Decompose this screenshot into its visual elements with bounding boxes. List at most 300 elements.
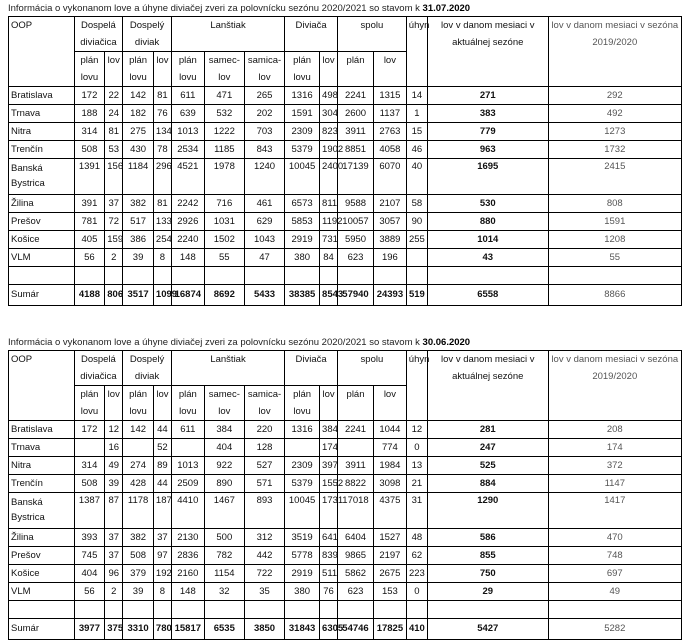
cell-value bbox=[171, 267, 204, 285]
cell-value: 532 bbox=[204, 105, 244, 123]
cell-value: 1208 bbox=[548, 231, 681, 249]
cell-value bbox=[153, 267, 171, 285]
cell-oop: Sumár bbox=[9, 285, 75, 306]
cell-value: 58 bbox=[406, 195, 427, 213]
table-row bbox=[9, 159, 682, 195]
cell-value: 133 bbox=[153, 213, 171, 231]
report-caption bbox=[8, 336, 682, 350]
cell-value: 57940 bbox=[338, 285, 374, 306]
cell-value: 24393 bbox=[374, 285, 407, 306]
cell-value: 84 bbox=[320, 249, 338, 267]
cell-value: 159 bbox=[105, 231, 123, 249]
cell-value: 2919 bbox=[285, 565, 320, 583]
cell-value: 2836 bbox=[171, 547, 204, 565]
cell-value: 5778 bbox=[285, 547, 320, 565]
cell-value: 1031 bbox=[204, 213, 244, 231]
cell-value bbox=[285, 439, 320, 457]
cell-oop: Nitra bbox=[9, 123, 75, 141]
cell-oop: Trenčín bbox=[9, 475, 75, 493]
cell-value: 29 bbox=[427, 583, 548, 601]
cell-value: 39 bbox=[123, 583, 154, 601]
cell-value bbox=[406, 267, 427, 285]
cell-value: 265 bbox=[244, 87, 284, 105]
cell-value: 703 bbox=[244, 123, 284, 141]
cell-value: 37 bbox=[105, 547, 123, 565]
cell-value: 9865 bbox=[338, 547, 374, 565]
cell-value: 442 bbox=[244, 547, 284, 565]
cell-value: 97 bbox=[153, 547, 171, 565]
cell-value: 314 bbox=[74, 123, 105, 141]
subheader-lov: lov bbox=[105, 386, 123, 421]
cell-value: 40 bbox=[406, 159, 427, 195]
cell-value: 55 bbox=[548, 249, 681, 267]
table-row bbox=[9, 583, 682, 601]
cell-value bbox=[105, 267, 123, 285]
cell-value bbox=[74, 601, 105, 619]
cell-value: 781 bbox=[74, 213, 105, 231]
table-row bbox=[9, 123, 682, 141]
cell-value: 922 bbox=[204, 457, 244, 475]
cell-value: 81 bbox=[153, 195, 171, 213]
cell-value: 202 bbox=[244, 105, 284, 123]
cell-value: 380 bbox=[285, 249, 320, 267]
cell-value: 1417 bbox=[548, 493, 681, 529]
cell-value: 6404 bbox=[338, 529, 374, 547]
cell-value: 304 bbox=[320, 105, 338, 123]
cell-value: 2415 bbox=[548, 159, 681, 195]
cell-oop: Žilina bbox=[9, 529, 75, 547]
cell-oop: Banská Bystrica bbox=[9, 159, 75, 195]
cell-value: 255 bbox=[406, 231, 427, 249]
cell-value: 405 bbox=[74, 231, 105, 249]
cell-value: 14 bbox=[406, 87, 427, 105]
cell-value: 731 bbox=[320, 231, 338, 249]
cell-value: 16874 bbox=[171, 285, 204, 306]
cell-value: 1695 bbox=[427, 159, 548, 195]
cell-value bbox=[548, 267, 681, 285]
cell-value: 3911 bbox=[338, 457, 374, 475]
cell-value: 8 bbox=[153, 583, 171, 601]
subheader-samica-lov: samica-lov bbox=[244, 52, 284, 87]
header-dospela-diviacica: Dospelá diviačica bbox=[74, 17, 123, 52]
cell-value: 35 bbox=[244, 583, 284, 601]
cell-value: 1591 bbox=[285, 105, 320, 123]
cell-value: 492 bbox=[548, 105, 681, 123]
cell-value: 188 bbox=[74, 105, 105, 123]
cell-value: 375 bbox=[105, 619, 123, 640]
cell-oop bbox=[9, 267, 75, 285]
cell-value: 880 bbox=[427, 213, 548, 231]
cell-value: 148 bbox=[171, 583, 204, 601]
report-block-previous bbox=[8, 336, 682, 640]
header-diviaca: Diviača bbox=[285, 351, 338, 386]
cell-value: 383 bbox=[427, 105, 548, 123]
subheader-plan-lovu: plán lovu bbox=[74, 52, 105, 87]
table-row bbox=[9, 529, 682, 547]
cell-value: 56 bbox=[74, 249, 105, 267]
table-row bbox=[9, 493, 682, 529]
cell-value: 1013 bbox=[171, 457, 204, 475]
cell-value: 247 bbox=[427, 439, 548, 457]
cell-value: 386 bbox=[123, 231, 154, 249]
cell-value: 39 bbox=[123, 249, 154, 267]
cell-value: 527 bbox=[244, 457, 284, 475]
cell-value: 142 bbox=[123, 87, 154, 105]
cell-value: 498 bbox=[320, 87, 338, 105]
cell-value: 2 bbox=[105, 249, 123, 267]
cell-value: 38385 bbox=[285, 285, 320, 306]
cell-value: 10045 bbox=[285, 159, 320, 195]
cell-value: 314 bbox=[74, 457, 105, 475]
cell-value: 391 bbox=[74, 195, 105, 213]
cell-value: 5862 bbox=[338, 565, 374, 583]
cell-value: 52 bbox=[153, 439, 171, 457]
cell-value: 292 bbox=[548, 87, 681, 105]
cell-value: 21 bbox=[406, 475, 427, 493]
cell-oop bbox=[9, 601, 75, 619]
cell-value: 1014 bbox=[427, 231, 548, 249]
cell-value: 823 bbox=[320, 123, 338, 141]
header-dospela-diviacica: Dospelá diviačica bbox=[74, 351, 123, 386]
cell-value: 174 bbox=[320, 439, 338, 457]
cell-value: 6305 bbox=[320, 619, 338, 640]
header-row-groups bbox=[9, 351, 682, 386]
cell-value: 397 bbox=[320, 457, 338, 475]
cell-value: 9588 bbox=[338, 195, 374, 213]
cell-value: 6558 bbox=[427, 285, 548, 306]
header-row-groups bbox=[9, 17, 682, 52]
cell-oop: Trnava bbox=[9, 439, 75, 457]
cell-value: 275 bbox=[123, 123, 154, 141]
cell-value: 76 bbox=[320, 583, 338, 601]
cell-oop: Prešov bbox=[9, 547, 75, 565]
cell-oop: Banská Bystrica bbox=[9, 493, 75, 529]
cell-value: 2534 bbox=[171, 141, 204, 159]
cell-value: 53 bbox=[105, 141, 123, 159]
hunting-report-table bbox=[8, 350, 682, 640]
cell-value: 31 bbox=[406, 493, 427, 529]
report-caption bbox=[8, 2, 682, 16]
cell-value: 4188 bbox=[74, 285, 105, 306]
subheader-plan-lovu: plán lovu bbox=[171, 386, 204, 421]
summary-row bbox=[9, 285, 682, 306]
cell-value: 808 bbox=[548, 195, 681, 213]
cell-value bbox=[338, 439, 374, 457]
cell-value: 843 bbox=[244, 141, 284, 159]
hunting-report-table bbox=[8, 16, 682, 306]
cell-value: 430 bbox=[123, 141, 154, 159]
cell-value bbox=[285, 267, 320, 285]
cell-value: 134 bbox=[153, 123, 171, 141]
cell-value: 8 bbox=[153, 249, 171, 267]
table-row bbox=[9, 87, 682, 105]
cell-value: 254 bbox=[153, 231, 171, 249]
subheader-plan-lovu: plán lovu bbox=[123, 52, 154, 87]
subheader-samec-lov: samec-lov bbox=[204, 52, 244, 87]
subheader-plan-lovu: plán lovu bbox=[285, 386, 320, 421]
cell-value bbox=[374, 601, 407, 619]
caption-text: Informácia o vykonanom love a úhyne diviačej zveri za polovnícku sezónu 2020/2021 so stavom k bbox=[8, 3, 423, 14]
cell-oop: VLM bbox=[9, 583, 75, 601]
cell-value: 49 bbox=[548, 583, 681, 601]
cell-value: 1192 bbox=[320, 213, 338, 231]
report-block-current bbox=[8, 2, 682, 306]
subheader-lov: lov bbox=[320, 52, 338, 87]
cell-oop: Žilina bbox=[9, 195, 75, 213]
cell-value: 37 bbox=[153, 529, 171, 547]
subheader-plan-lovu: plán lovu bbox=[123, 386, 154, 421]
cell-value: 508 bbox=[74, 475, 105, 493]
cell-value: 17018 bbox=[338, 493, 374, 529]
table-row bbox=[9, 195, 682, 213]
header-uhyn: úhyn bbox=[406, 351, 427, 421]
cell-value: 2763 bbox=[374, 123, 407, 141]
cell-value: 17825 bbox=[374, 619, 407, 640]
table-row bbox=[9, 421, 682, 439]
cell-value: 780 bbox=[153, 619, 171, 640]
cell-value: 2 bbox=[105, 583, 123, 601]
table-row bbox=[9, 231, 682, 249]
cell-value: 8851 bbox=[338, 141, 374, 159]
cell-oop: Prešov bbox=[9, 213, 75, 231]
header-oop: OOP bbox=[9, 17, 75, 87]
cell-value: 384 bbox=[320, 421, 338, 439]
header-spolu: spolu bbox=[338, 351, 407, 386]
cell-value: 56 bbox=[74, 583, 105, 601]
cell-value: 379 bbox=[123, 565, 154, 583]
cell-value: 1013 bbox=[171, 123, 204, 141]
cell-value: 31843 bbox=[285, 619, 320, 640]
cell-value: 774 bbox=[374, 439, 407, 457]
cell-value: 10057 bbox=[338, 213, 374, 231]
cell-value: 890 bbox=[204, 475, 244, 493]
header-oop: OOP bbox=[9, 351, 75, 421]
cell-value: 47 bbox=[244, 249, 284, 267]
cell-value: 1316 bbox=[285, 87, 320, 105]
cell-value bbox=[338, 267, 374, 285]
cell-value: 196 bbox=[374, 249, 407, 267]
cell-value bbox=[204, 267, 244, 285]
cell-value: 3850 bbox=[244, 619, 284, 640]
cell-value: 1178 bbox=[123, 493, 154, 529]
cell-value: 2400 bbox=[320, 159, 338, 195]
header-diviaca: Diviača bbox=[285, 17, 338, 52]
cell-value: 72 bbox=[105, 213, 123, 231]
cell-value: 43 bbox=[427, 249, 548, 267]
cell-value: 641 bbox=[320, 529, 338, 547]
cell-value: 148 bbox=[171, 249, 204, 267]
cell-value: 208 bbox=[548, 421, 681, 439]
cell-value: 404 bbox=[74, 565, 105, 583]
cell-value: 1099 bbox=[153, 285, 171, 306]
cell-value: 1290 bbox=[427, 493, 548, 529]
cell-value: 4375 bbox=[374, 493, 407, 529]
cell-value: 37 bbox=[105, 195, 123, 213]
cell-value: 182 bbox=[123, 105, 154, 123]
cell-value bbox=[320, 267, 338, 285]
header-lanstiak: Lanštiak bbox=[171, 17, 284, 52]
subheader-lov: lov bbox=[374, 386, 407, 421]
cell-value: 2242 bbox=[171, 195, 204, 213]
cell-value: 24 bbox=[105, 105, 123, 123]
cell-value: 6070 bbox=[374, 159, 407, 195]
cell-value: 156 bbox=[105, 159, 123, 195]
cell-value: 39 bbox=[105, 475, 123, 493]
cell-value: 54746 bbox=[338, 619, 374, 640]
header-lov-aktualna-sezona: lov v danom mesiaci v aktuálnej sezóne bbox=[427, 351, 548, 421]
cell-value: 3911 bbox=[338, 123, 374, 141]
cell-value: 745 bbox=[74, 547, 105, 565]
subheader-lov: lov bbox=[153, 52, 171, 87]
subheader-samica-lov: samica-lov bbox=[244, 386, 284, 421]
cell-value: 410 bbox=[406, 619, 427, 640]
cell-value: 296 bbox=[153, 159, 171, 195]
cell-value: 508 bbox=[74, 141, 105, 159]
table-row bbox=[9, 141, 682, 159]
cell-value: 22 bbox=[105, 87, 123, 105]
table-row bbox=[9, 249, 682, 267]
subheader-plan: plán bbox=[338, 52, 374, 87]
cell-value: 55 bbox=[204, 249, 244, 267]
cell-value: 470 bbox=[548, 529, 681, 547]
cell-value: 15817 bbox=[171, 619, 204, 640]
cell-value: 2919 bbox=[285, 231, 320, 249]
cell-oop: Sumár bbox=[9, 619, 75, 640]
cell-value: 6535 bbox=[204, 619, 244, 640]
cell-value: 312 bbox=[244, 529, 284, 547]
cell-value: 623 bbox=[338, 249, 374, 267]
cell-value: 10045 bbox=[285, 493, 320, 529]
cell-value: 44 bbox=[153, 421, 171, 439]
cell-value bbox=[171, 601, 204, 619]
cell-value: 128 bbox=[244, 439, 284, 457]
cell-value bbox=[285, 601, 320, 619]
cell-value: 586 bbox=[427, 529, 548, 547]
cell-value: 172 bbox=[74, 87, 105, 105]
cell-value: 382 bbox=[123, 195, 154, 213]
cell-value: 5427 bbox=[427, 619, 548, 640]
cell-value: 8866 bbox=[548, 285, 681, 306]
cell-value: 46 bbox=[406, 141, 427, 159]
cell-value: 142 bbox=[123, 421, 154, 439]
cell-value: 428 bbox=[123, 475, 154, 493]
cell-value: 3057 bbox=[374, 213, 407, 231]
header-lov-sezona-2019-2020: lov v danom mesiaci v sezóna 2019/2020 bbox=[548, 351, 681, 421]
subheader-lov: lov bbox=[374, 52, 407, 87]
cell-value: 716 bbox=[204, 195, 244, 213]
subheader-plan-lovu: plán lovu bbox=[74, 386, 105, 421]
cell-value: 1984 bbox=[374, 457, 407, 475]
cell-value bbox=[427, 601, 548, 619]
table-row bbox=[9, 475, 682, 493]
cell-value bbox=[374, 267, 407, 285]
cell-value: 893 bbox=[244, 493, 284, 529]
header-spolu: spolu bbox=[338, 17, 407, 52]
cell-value: 90 bbox=[406, 213, 427, 231]
cell-value: 3098 bbox=[374, 475, 407, 493]
cell-value: 855 bbox=[427, 547, 548, 565]
cell-value: 1147 bbox=[548, 475, 681, 493]
cell-value: 49 bbox=[105, 457, 123, 475]
header-lov-sezona-2019-2020: lov v danom mesiaci v sezóna 2019/2020 bbox=[548, 17, 681, 87]
cell-value: 44 bbox=[153, 475, 171, 493]
cell-value bbox=[406, 601, 427, 619]
cell-value: 2240 bbox=[171, 231, 204, 249]
cell-value bbox=[123, 267, 154, 285]
cell-value: 471 bbox=[204, 87, 244, 105]
cell-value: 2160 bbox=[171, 565, 204, 583]
table-row bbox=[9, 565, 682, 583]
subheader-samec-lov: samec-lov bbox=[204, 386, 244, 421]
cell-value bbox=[338, 601, 374, 619]
cell-oop: Bratislava bbox=[9, 87, 75, 105]
cell-value: 8822 bbox=[338, 475, 374, 493]
cell-value: 4410 bbox=[171, 493, 204, 529]
cell-value: 1502 bbox=[204, 231, 244, 249]
cell-value bbox=[406, 249, 427, 267]
cell-value: 81 bbox=[153, 87, 171, 105]
cell-value: 1978 bbox=[204, 159, 244, 195]
cell-value: 89 bbox=[153, 457, 171, 475]
cell-value: 611 bbox=[171, 421, 204, 439]
cell-value: 192 bbox=[153, 565, 171, 583]
cell-value: 0 bbox=[406, 583, 427, 601]
cell-value: 611 bbox=[171, 87, 204, 105]
cell-value: 748 bbox=[548, 547, 681, 565]
cell-value: 508 bbox=[123, 547, 154, 565]
cell-value: 5950 bbox=[338, 231, 374, 249]
cell-value: 393 bbox=[74, 529, 105, 547]
table-row bbox=[9, 213, 682, 231]
cell-value: 2130 bbox=[171, 529, 204, 547]
cell-value: 461 bbox=[244, 195, 284, 213]
cell-value: 17139 bbox=[338, 159, 374, 195]
cell-value: 1527 bbox=[374, 529, 407, 547]
header-dospely-diviak: Dospelý diviak bbox=[123, 351, 172, 386]
cell-value: 530 bbox=[427, 195, 548, 213]
empty-row bbox=[9, 601, 682, 619]
cell-value: 8543 bbox=[320, 285, 338, 306]
cell-value: 223 bbox=[406, 565, 427, 583]
cell-value: 639 bbox=[171, 105, 204, 123]
cell-value: 281 bbox=[427, 421, 548, 439]
cell-oop: VLM bbox=[9, 249, 75, 267]
cell-value: 12 bbox=[105, 421, 123, 439]
cell-value: 5379 bbox=[285, 141, 320, 159]
cell-value bbox=[244, 601, 284, 619]
header-uhyn: úhyn bbox=[406, 17, 427, 87]
cell-value: 6573 bbox=[285, 195, 320, 213]
header-lanstiak: Lanštiak bbox=[171, 351, 284, 386]
cell-value: 884 bbox=[427, 475, 548, 493]
cell-value: 3310 bbox=[123, 619, 154, 640]
cell-value: 511 bbox=[320, 565, 338, 583]
subheader-plan-lovu: plán lovu bbox=[171, 52, 204, 87]
cell-value: 8692 bbox=[204, 285, 244, 306]
cell-value: 1391 bbox=[74, 159, 105, 195]
cell-value bbox=[548, 601, 681, 619]
header-lov-aktualna-sezona: lov v danom mesiaci v aktuálnej sezóne bbox=[427, 17, 548, 87]
cell-value: 187 bbox=[153, 493, 171, 529]
cell-value: 779 bbox=[427, 123, 548, 141]
cell-value: 81 bbox=[105, 123, 123, 141]
subheader-lov: lov bbox=[320, 386, 338, 421]
cell-value: 1044 bbox=[374, 421, 407, 439]
cell-value: 2197 bbox=[374, 547, 407, 565]
cell-oop: Nitra bbox=[9, 457, 75, 475]
cell-value: 62 bbox=[406, 547, 427, 565]
cell-value: 629 bbox=[244, 213, 284, 231]
